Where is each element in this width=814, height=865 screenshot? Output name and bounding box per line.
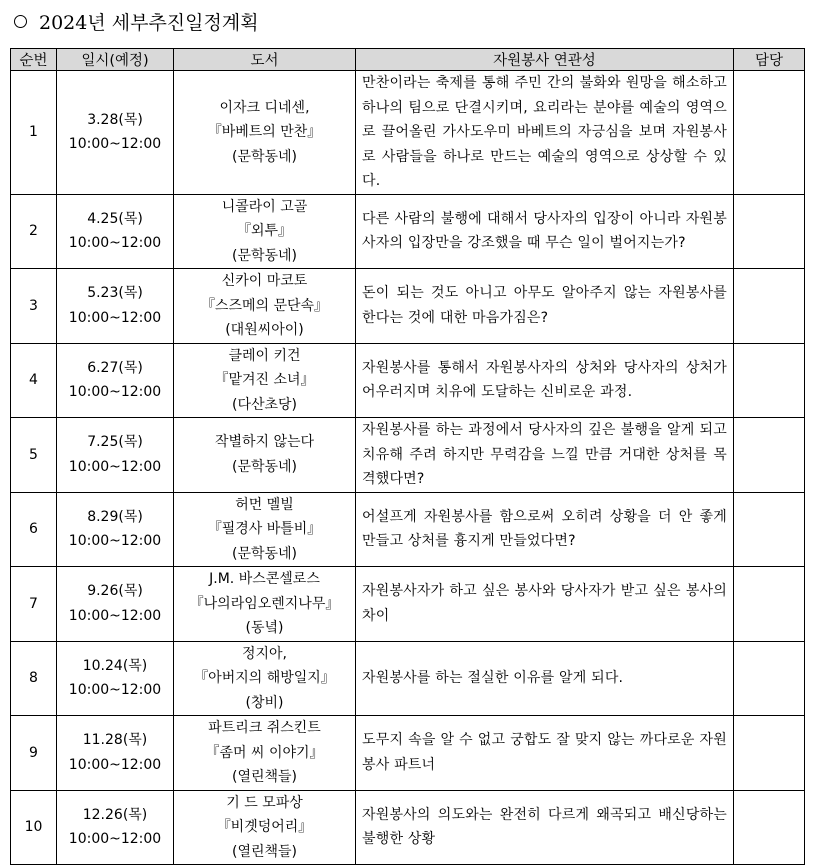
row-time: 10:00~12:00: [68, 136, 162, 153]
row-owner: [734, 492, 805, 567]
book-line: 『바베트의 만찬』: [207, 124, 322, 140]
table-header-row: [11, 49, 805, 71]
row-datetime: [57, 269, 174, 344]
row-owner: [734, 343, 805, 418]
row-datetime: [57, 567, 174, 642]
table-row: [11, 790, 805, 865]
row-owner: [734, 269, 805, 344]
book-line: (동녘): [245, 620, 284, 636]
row-number: 9: [11, 716, 57, 791]
book-line: (다산초당): [231, 396, 298, 413]
book-line: 파트리크 쥐스킨트: [208, 720, 321, 736]
book-line: (대원씨아이): [225, 322, 304, 338]
row-time: 10:00~12:00: [68, 384, 162, 401]
row-relevance: 자원봉사를 통해서 자원봉사자의 상처와 당사자의 상처가 어우러지며 치유에 도달하는 신비로운 과정.: [356, 343, 734, 418]
row-time: 10:00~12:00: [68, 533, 162, 550]
page-title: [14, 6, 259, 36]
row-relevance: 다른 사람의 불행에 대해서 당사자의 입장이 아니라 자원봉사자의 입장만을 강조했을 때 무슨 일이 벌어지는가?: [356, 194, 734, 269]
book-line: 『비곗덩어리』: [216, 819, 313, 835]
book-line: 정지아,: [241, 645, 288, 662]
row-date: 9.26(목): [87, 583, 143, 600]
row-date: 3.28(목): [87, 111, 143, 128]
row-number: 5: [11, 418, 57, 493]
row-date: 4.25(목): [87, 210, 143, 227]
row-book: [174, 567, 356, 642]
book-line: 『아버지의 해방일지』: [194, 670, 335, 686]
row-number: 2: [11, 194, 57, 269]
row-date: 6.27(목): [87, 359, 143, 376]
header-relevance: 자원봉사 연관성: [356, 49, 734, 71]
row-date: 10.24(목): [82, 657, 148, 674]
row-datetime: [57, 418, 174, 493]
book-line: 『외투』: [236, 223, 293, 239]
row-book: [174, 343, 356, 418]
row-relevance: 어설프게 자원봉사를 함으로써 오히려 상황을 더 안 좋게 만들고 상처를 흉지게 만들었다면?: [356, 492, 734, 567]
row-book: [174, 269, 356, 344]
row-owner: [734, 790, 805, 865]
book-line: (열린책들): [231, 843, 298, 860]
circle-bullet-icon: [14, 15, 27, 28]
row-date: 7.25(목): [87, 434, 143, 451]
page-title-text: 2024년 세부추진일정계획: [39, 11, 259, 34]
row-number: 3: [11, 269, 57, 344]
table-row: [11, 492, 805, 567]
row-owner: [734, 418, 805, 493]
row-number: 10: [11, 790, 57, 865]
row-time: 10:00~12:00: [68, 831, 162, 848]
header-book: 도서: [174, 49, 356, 71]
row-datetime: [57, 194, 174, 269]
row-relevance: 돈이 되는 것도 아니고 아무도 알아주지 않는 자원봉사를 한다는 것에 대한 마음가짐은?: [356, 269, 734, 344]
book-line: 『나의라임오렌지나무』: [189, 595, 340, 612]
row-owner: [734, 71, 805, 195]
row-owner: [734, 641, 805, 716]
row-book: [174, 492, 356, 567]
book-line: 기 드 모파상: [226, 794, 303, 811]
row-number: 6: [11, 492, 57, 567]
row-date: 12.26(목): [82, 806, 148, 823]
table-row: [11, 71, 805, 195]
table-row: [11, 567, 805, 642]
row-time: 10:00~12:00: [68, 458, 162, 475]
table-row: [11, 343, 805, 418]
row-owner: [734, 716, 805, 791]
row-time: 10:00~12:00: [68, 309, 162, 326]
row-number: 7: [11, 567, 57, 642]
schedule-table: [10, 48, 805, 865]
row-book: [174, 194, 356, 269]
book-line: 『필경사 바틀비』: [207, 521, 322, 537]
book-line: 신카이 마코토: [221, 273, 308, 289]
table-row: [11, 716, 805, 791]
row-book: [174, 71, 356, 195]
header-no: 순번: [11, 49, 57, 71]
row-relevance: 자원봉사자가 하고 싶은 봉사와 당사자가 받고 싶은 봉사의 차이: [356, 567, 734, 642]
row-datetime: [57, 641, 174, 716]
book-line: 니콜라이 고골: [221, 198, 308, 215]
book-line: J.M. 바스콘셀로스: [209, 571, 320, 587]
book-line: 『좀머 씨 이야기』: [205, 744, 324, 761]
row-time: 10:00~12:00: [68, 756, 162, 773]
row-number: 8: [11, 641, 57, 716]
row-relevance: 만찬이라는 축제를 통해 주민 간의 불화와 원망을 해소하고 하나의 팀으로 단결시키며, 요리라는 분야를 예술의 영역으로 끌어올린 가사도우미 바베트의 자긍심을 보며 자원봉사로 사람들을 하나로 만드는 예술의 영역으로 상상할 수 있다.: [356, 71, 734, 195]
row-book: [174, 716, 356, 791]
row-date: 8.29(목): [87, 508, 143, 525]
row-time: 10:00~12:00: [68, 235, 162, 252]
row-number: 4: [11, 343, 57, 418]
row-time: 10:00~12:00: [68, 682, 162, 699]
row-datetime: [57, 716, 174, 791]
row-relevance: 자원봉사를 하는 과정에서 당사자의 깊은 불행을 알게 되고 치유해 주려 하지만 무력감을 느낄 만큼 거대한 상처를 목격했다면?: [356, 418, 734, 493]
header-owner: 담당: [734, 49, 805, 71]
row-datetime: [57, 492, 174, 567]
book-line: (문학동네): [231, 247, 298, 264]
row-number: 1: [11, 71, 57, 195]
book-line: 『맡겨진 소녀』: [214, 372, 315, 388]
book-line: 허먼 멜빌: [235, 496, 294, 513]
book-line: (문학동네): [231, 545, 298, 562]
book-line: (문학동네): [231, 148, 298, 165]
table-row: [11, 418, 805, 493]
row-book: [174, 641, 356, 716]
row-datetime: [57, 790, 174, 865]
book-line: 클레이 키건: [228, 347, 301, 364]
table-row: [11, 269, 805, 344]
book-line: (창비): [245, 694, 284, 711]
book-line: (열린책들): [231, 769, 298, 785]
row-relevance: 도무지 속을 알 수 없고 궁합도 잘 맞지 않는 까다로운 자원봉사 파트너: [356, 716, 734, 791]
row-book: [174, 790, 356, 865]
book-line: 『스즈메의 문단속』: [200, 297, 329, 314]
row-datetime: [57, 71, 174, 195]
row-relevance: 자원봉사의 의도와는 완전히 다르게 왜곡되고 배신당하는 불행한 상황: [356, 790, 734, 865]
row-datetime: [57, 343, 174, 418]
table-row: [11, 194, 805, 269]
book-line: (문학동네): [231, 458, 298, 475]
book-line: 작별하지 않는다: [214, 434, 315, 451]
row-date: 5.23(목): [87, 285, 143, 302]
row-relevance: 자원봉사를 하는 절실한 이유를 알게 되다.: [356, 641, 734, 716]
row-owner: [734, 567, 805, 642]
row-date: 11.28(목): [82, 732, 148, 749]
row-time: 10:00~12:00: [68, 607, 162, 624]
row-owner: [734, 194, 805, 269]
table-row: [11, 641, 805, 716]
row-book: [174, 418, 356, 493]
book-line: 이자크 디네센,: [219, 99, 310, 116]
header-date: 일시(예정): [57, 49, 174, 71]
